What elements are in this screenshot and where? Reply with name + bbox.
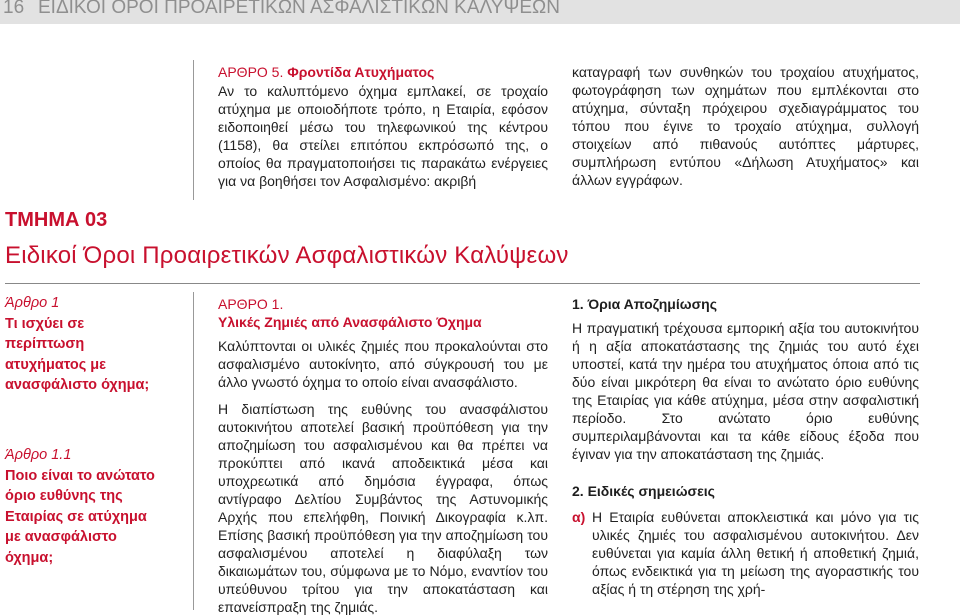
article5-heading: [218, 63, 434, 81]
section-divider: [5, 283, 920, 284]
article5-number: ΑΡΘΡΟ 5.: [218, 64, 284, 80]
article1-paragraph-1: Καλύπτονται οι υλικές ζημιές που προκαλούνται στο ασφαλισμένο αυτοκίνητο, από σύγκρουσή του με άλλο γνωστό όχημα το οποίο είναι ανασφάλιστο.: [218, 338, 548, 390]
limits-heading: 1. Όρια Αποζημίωσης: [572, 296, 717, 312]
article5-title: Φροντίδα Ατυχήματος: [287, 64, 435, 80]
article1-block: [218, 295, 548, 616]
article1-title-line: [218, 313, 548, 331]
special-note-a-label: α): [572, 509, 586, 525]
sidebar-q1-head: Άρθρο 1: [5, 295, 60, 311]
sidebar-q2-head: Άρθρο 1.1: [5, 447, 72, 463]
limits-paragraph: Η πραγματική τρέχουσα εμπορική αξία του αυτοκινήτου ή η αξία αποκατάστασης της ζημιάς του αυτό έχει υποστεί, κατά την ημέρα του ατυχήματος όποια από τις δύο είναι μικρότερη θα είναι το ανώτατο όριο ευθύνης της Εταιρίας για κάθε ατύχημα, μέσα στην ασφαλιστική περίοδο. Στο ανώτατο όριο ευθύνης συμπεριλαμβάνονται και τα κάθε είδους έξοδα που έγιναν για την αποκατάσταση της ζημιάς.: [572, 320, 919, 462]
sidebar-q1-text: Τι ισχύει σε περίπτωση ατυχήματος με ανασφάλιστο όχημα;: [5, 315, 150, 393]
special-note-a: [572, 508, 919, 598]
running-title: ΕΙΔΙΚΟΙ ΟΡΟΙ ΠΡΟΑΙΡΕΤΙΚΩΝ ΑΣΦΑΛΙΣΤΙΚΩΝ ΚΑΛΥΨΕΩΝ: [38, 0, 560, 18]
sidebar-q2-text: Ποιο είναι το ανώτατο όριο ευθύνης της Εταιρίας σε ατύχημα με ανασφάλιστο όχημα;: [5, 467, 155, 566]
article5-text-col2: καταγραφή των συνθηκών του τροχαίου ατυχήματος, φωτογράφηση των οχημάτων που εμπλέκονται στο ατύχημα, σύνταξη πρόχειρου σχεδιαγράμματος του τόπου που έγινε το τροχαίο ατύχημα, συλλογή στοιχείων από πιθανούς αυτόπτες μάρτυρες, συμπλήρωση εντύπου «Δήλωση Ατυχήματος» και άλλων εγγράφων.: [572, 64, 919, 188]
article1-paragraph-2: Η διαπίστωση της ευθύνης του ανασφάλιστου αυτοκινήτου αποτελεί βασική προϋπόθεση για την αποζημίωση του ασφαλισμένου και θα πρέπει να προκύπτει από ικανά αποδεικτικά μέσα και υποχρεωτικά από δημόσια έγγραφα, όπως αντίγραφο Δελτίου Συμβάντος της Αστυνομικής Αρχής που επελήφθη, Ποινική Δικογραφία κ.λπ. Επίσης βασική προϋπόθεση για την αποζημίωση του ασφαλισμένου αποτελεί η διαφύλαξη των δικαιωμάτων του, σύμφωνα με το Νόμο, εναντίον του υπεύθυνου τρίτου για την αποκατάσταση και επανείσπραξη της ζημιάς.: [218, 401, 548, 615]
sidebar-question-2: [5, 445, 165, 568]
sidebar-question-1: [5, 293, 165, 396]
special-note-a-text: Η Εταιρία ευθύνεται αποκλειστικά και μόνο για τις υλικές ζημιές του ασφαλισμένου αυτοκινήτου. Δεν ευθύνεται για καμία άλλη θετική ή αποθετική ζημιά, όπως ενδεικτικά για τη μείωση της αγοραστικής του αξίας ή τη στέρηση της χρή-: [592, 509, 919, 597]
section-label: ΤΜΗΜΑ 03: [5, 209, 108, 231]
column-divider-bottom: [193, 292, 194, 610]
article1-number: ΑΡΘΡΟ 1.: [218, 296, 284, 312]
section-title: Ειδικοί Όροι Προαιρετικών Ασφαλιστικών Καλύψεων: [5, 242, 569, 269]
article5-text-col1: Αν το καλυπτόμενο όχημα εμπλακεί, σε τροχαίο ατύχημα με οποιοδήποτε τρόπο, η Εταιρία, εφόσον ειδοποιηθεί μέσω του τηλεφωνικού της κέντρου (1158), θα στείλει επιτόπου εκπρόσωπό της, ο οποίος θα πραγματοποιήσει τις παρακάτω ενέργειες για να βοηθήσει τον Ασφαλισμένο: ακριβή: [218, 83, 548, 189]
limits-block: [572, 295, 919, 598]
article1-title: Υλικές Ζημιές από Ανασφάλιστο Όχημα: [218, 314, 482, 330]
page-number: 16: [3, 0, 25, 18]
column-divider-top: [193, 60, 194, 200]
article1-number-line: [218, 295, 548, 313]
special-notes-heading: 2. Ειδικές σημειώσεις: [572, 483, 715, 499]
